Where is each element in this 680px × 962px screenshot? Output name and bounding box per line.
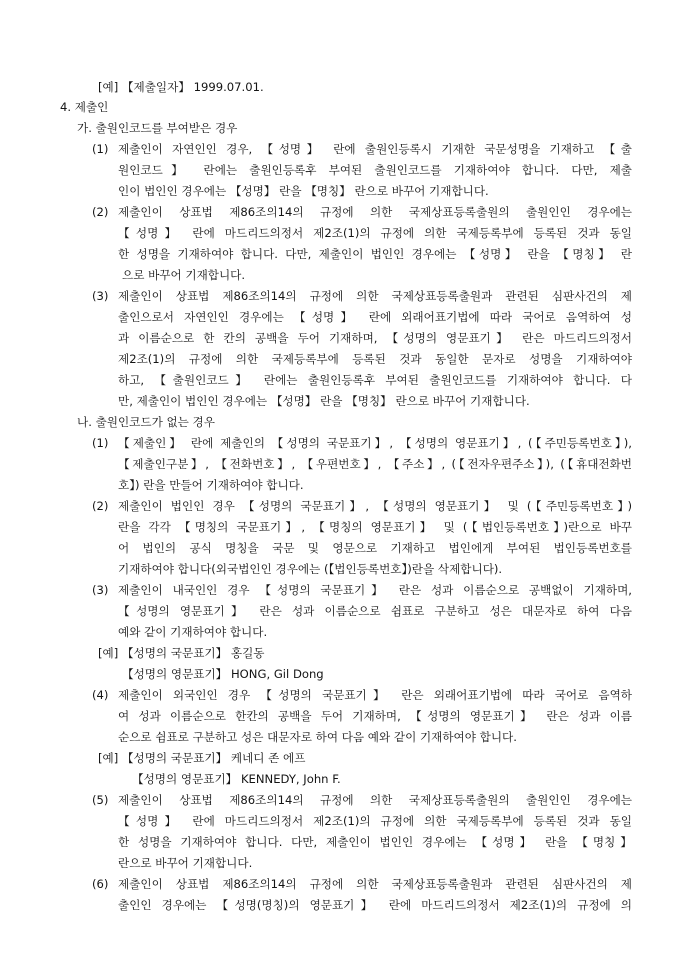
- item-line: 제출인이 상표법 제86조의14의 규정에 의한 국제상표등록출원의 출원인인 경우에는: [118, 205, 632, 219]
- subsection-title: 출원인코드를 부여받은 경우: [95, 121, 238, 135]
- item-line: 순으로 쉼표로 구분하고 성은 대문자로 하여 다음 예와 같이 기재하여야 합니다.: [118, 730, 517, 744]
- example-line: 【성명의 영문표기】 KENNEDY, John F.: [132, 772, 341, 786]
- item-line: 호】) 란을 만들어 기재하여야 합니다.: [118, 478, 304, 492]
- item-marker: (2): [92, 499, 109, 513]
- item-line: 어 법인의 공식 명칭을 국문 및 영문으로 기재하고 법인에게 부여된 법인등록번호를: [118, 541, 632, 555]
- item-line: 기재하여야 합니다(외국법인인 경우에는 (【법인등록번호】)란을 삭제합니다).: [118, 562, 503, 576]
- item-line: 한 성명을 기재하여야 합니다. 다만, 제출인이 법인인 경우에는 【성명】 란을 【명칭】 란: [118, 247, 632, 261]
- item-line: 제출인이 상표법 제86조의14의 규정에 의한 국제상표등록출원의 출원인인 경우에는: [118, 793, 632, 807]
- item-line: 인이 법인인 경우에는 【성명】 란을 【명칭】 란으로 바꾸어 기재합니다.: [118, 184, 489, 198]
- item-line: 【성명의 영문표기】 란은 성과 이름순으로 쉼표로 구분하고 성은 대문자로 하여 다음: [118, 604, 632, 618]
- item-marker: (6): [92, 877, 109, 891]
- example-line: 【성명의 영문표기】 HONG, Gil Dong: [122, 667, 324, 681]
- subsection-na-heading: [77, 415, 215, 429]
- item-line: 제2조(1)의 규정에 의한 국제등록부에 등록된 것과 동일한 문자로 성명을 기재하여야: [118, 352, 632, 366]
- item-line: 출인인 경우에는 【성명(명칭)의 영문표기】 란에 마드리드의정서 제2조(1)의 규정에 의: [118, 898, 632, 912]
- item-line: 란으로 바꾸어 기재합니다.: [118, 856, 253, 870]
- section-4-heading: [60, 100, 108, 114]
- item-line: 만, 제출인이 법인인 경우에는 【성명】 란을 【명칭】 란으로 바꾸어 기재합니다.: [118, 394, 530, 408]
- subsection-marker: 나.: [77, 415, 92, 429]
- item-line: 제출인이 상표법 제86조의14의 규정에 의한 국제상표등록출원과 관련된 심판사건의 제: [118, 289, 632, 303]
- subsection-title: 출원인코드가 없는 경우: [95, 415, 215, 429]
- item-line: 한 성명을 기재하여야 합니다. 다만, 제출인이 법인인 경우에는 【성명】 란을 【명칭】: [118, 835, 632, 849]
- item-line: 으로 바꾸어 기재합니다.: [122, 268, 246, 282]
- item-line: 제출인이 내국인인 경우 【성명의 국문표기】 란은 성과 이름순으로 공백없이 기재하며,: [118, 583, 632, 597]
- item-line: 【제출인구분】, 【전화번호】, 【우편번호】, 【주소】, (【전자우편주소】), (【휴대전화번: [118, 457, 632, 471]
- item-line: 제출인이 상표법 제86조의14의 규정에 의한 국제상표등록출원과 관련된 심판사건의 제: [118, 877, 632, 891]
- item-marker: (3): [92, 289, 109, 303]
- section-title: 제출인: [74, 100, 109, 114]
- subsection-marker: 가.: [77, 121, 92, 135]
- item-line: 【제출인】 란에 제출인의 【성명의 국문표기】, 【성명의 영문표기】, (【주민등록번호】),: [118, 436, 632, 450]
- item-line: 【성명】 란에 마드리드의정서 제2조(1)의 규정에 의한 국제등록부에 등록된 것과 동일: [118, 814, 632, 828]
- item-marker: (5): [92, 793, 109, 807]
- subsection-ga-heading: [77, 121, 237, 135]
- item-line: 여 성과 이름순으로 한칸의 공백을 두어 기재하며, 【성명의 영문표기】 란은 성과 이름: [118, 709, 632, 723]
- item-line: 란을 각각 【명칭의 국문표기】, 【명칭의 영문표기】 및 (【법인등록번호】)란으로 바꾸: [118, 520, 632, 534]
- item-line: 원인코드】 란에는 출원인등록후 부여된 출원인코드를 기재하여야 합니다. 다만, 제출: [118, 163, 632, 177]
- item-marker: (2): [92, 205, 109, 219]
- item-line: 제출인이 자연인인 경우, 【성명】 란에 출원인등록시 기재한 국문성명을 기재하고 【출: [118, 142, 632, 156]
- item-marker: (1): [92, 142, 109, 156]
- item-marker: (1): [92, 436, 109, 450]
- item-marker: (3): [92, 583, 109, 597]
- item-line: 예와 같이 기재하여야 합니다.: [118, 625, 268, 639]
- section-number: 4.: [60, 100, 72, 114]
- item-marker: (4): [92, 688, 109, 702]
- example-line: [예] 【성명의 국문표기】 케네디 존 에프: [98, 751, 306, 765]
- item-line: 출인으로서 자연인인 경우에는 【성명】 란에 외래어표기법에 따라 국어로 음역하여 성: [118, 310, 632, 324]
- item-line: 제출인이 외국인인 경우 【성명의 국문표기】 란은 외래어표기법에 따라 국어로 음역하: [118, 688, 632, 702]
- item-line: 【성명】 란에 마드리드의정서 제2조(1)의 규정에 의한 국제등록부에 등록된 것과 동일: [118, 226, 632, 240]
- item-line: 과 이름순으로 한 칸의 공백을 두어 기재하며, 【성명의 영문표기】 란은 마드리드의정서: [118, 331, 632, 345]
- example-line: [예] 【성명의 국문표기】 홍길동: [98, 646, 265, 660]
- item-line: 하고, 【출원인코드】 란에는 출원인등록후 부여된 출원인코드를 기재하여야 합니다. 다: [118, 373, 632, 387]
- example-submit-date: [예] 【제출일자】 1999.07.01.: [98, 80, 264, 94]
- item-line: 제출인이 법인인 경우 【성명의 국문표기】, 【성명의 영문표기】 및 (【주민등록번호】): [118, 499, 632, 513]
